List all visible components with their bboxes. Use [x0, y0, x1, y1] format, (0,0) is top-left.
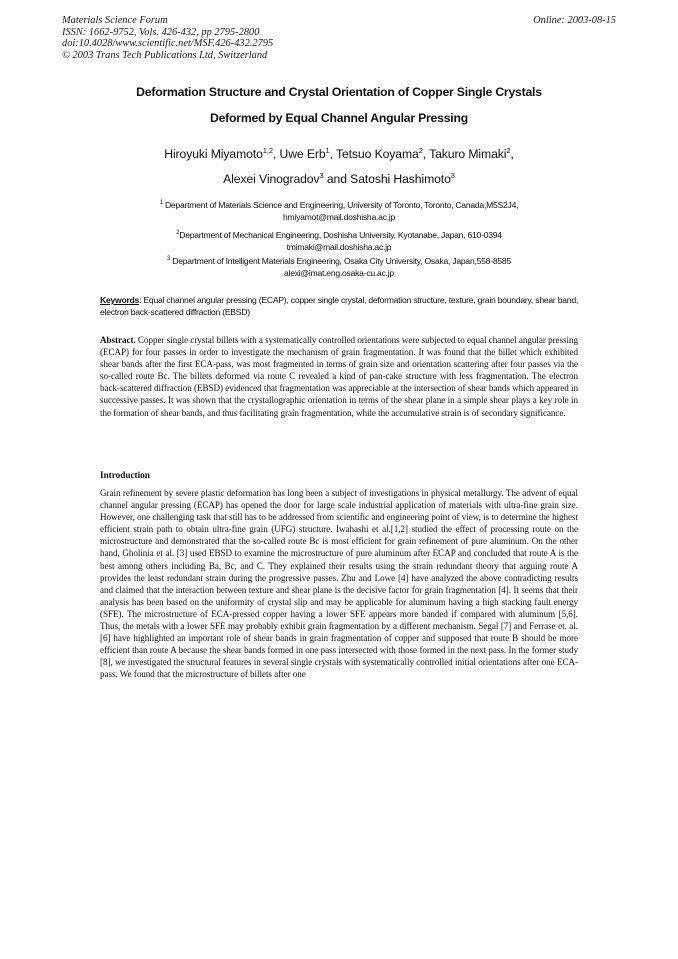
author-affil-mark: 1 — [325, 146, 330, 155]
author-affil-mark: 2 — [418, 146, 423, 155]
author-affil-mark: 2 — [506, 146, 511, 155]
author-name: , Tetsuo Koyama — [329, 147, 419, 162]
author-name: Alexei Vinogradov — [223, 172, 320, 187]
author-name: Hiroyuki Miyamoto — [164, 147, 263, 162]
affiliation-email[interactable]: hmiyamot@mail.doshisha.ac.jp — [282, 212, 396, 223]
abstract-label: Abstract. — [100, 335, 136, 345]
affiliation-department: Department of Intelligent Materials Engineering, Osaka City University, Osaka, Japan,558-8585 — [170, 255, 511, 266]
author-affil-mark: 1,2 — [262, 146, 273, 155]
introduction-paragraph: Grain refinement by severe plastic deformation has long been a subject of investigations in physical metallurgy. The advent of equal channel angular pressing (ECAP) has opened the door for large scale industrial application of materials with ultra-fine grain size. However, one challenging task that still has to be addressed from scientific and engineering point of view, is to determine the highest efficient strain path to obtain ultra-fine grain (UFG) structure. Iwahashi et al.[1,2] studied the effect of processing route on the microstructure and demonstrated that the so-called route Bc is most efficient for grain refinement of pure aluminum. On the other hand, Gholinia et al. [3] used EBSD to examine the microstructure of pure aluminum after ECAP and concluded that route A is the best among others including Ba, Bc, and C. They explained their results using the strain redundant theory that arguing route A provides the least redundant strain during the progressive passes. Zhu and Lowe [4] have analyzed the above contradicting results and claimed that the interaction between texture and shear plane is the decisive factor for grain fragmentation [4]. It seems that their analysis has been based on the uniformity of crystal slip and may be applicable for aluminum having a high stacking fault energy (SFE). The microstructure of ECA-pressed copper having a lower SFE appears more banded if compared with aluminum [5,6]. Thus, the metals with a lower SFE may probably exhibit grain fragmentation by a different mechanism. Segal [7] and Ferrase et. al.[6] have highlighted an important role of shear bands in grain fragmentation of copper and supposed that route B should be more efficient than route A because the shear bands formed in one pass intersected with those formed in the next pass. In the former study [8], we investigated the structural features in several single crystals with systematically controlled initial orientations after one ECA-pass. We found that the microstructure of billets after one — [100, 488, 578, 680]
affiliation-email[interactable]: tmimaki@mail.doshisha.ac.jp — [286, 242, 392, 253]
affiliation-department: Department of Materials Science and Engineering, University of Toronto, Toronto, Canada,M5S2J4, — [162, 199, 519, 210]
issn-line: ISSN: 1662-9752, Vols. 426-432, pp 2795-2800 — [62, 26, 260, 38]
author-name: , Uwe Erb — [272, 147, 326, 162]
affiliation-mark: 3 — [167, 256, 171, 262]
affiliation-3 — [90, 253, 588, 279]
author-line-2 — [90, 171, 588, 186]
affiliation-2 — [90, 227, 588, 253]
author-affil-mark: 3 — [319, 171, 324, 180]
affiliation-mark: 2 — [176, 230, 180, 236]
paper-title-line-2: Deformed by Equal Channel Angular Pressing — [210, 111, 468, 125]
doi-line: doi:10.4028/www.scientific.net/MSF.426-432.2795 — [62, 38, 274, 50]
keywords-text: : Equal channel angular pressing (ECAP), copper single crystal, deformation structure, texture, grain boundary, shear band, electron back-scattered diffraction (EBSD) — [100, 295, 578, 318]
running-header — [62, 15, 622, 61]
affiliation-mark: 1 — [159, 200, 163, 206]
author-affil-mark: 3 — [450, 171, 455, 180]
copyright-line: © 2003 Trans Tech Publications Ltd, Switzerland — [62, 49, 268, 61]
paper-title-line-1: Deformation Structure and Crystal Orientation of Copper Single Crystals — [136, 85, 542, 99]
author-name: and Satoshi Hashimoto — [323, 172, 451, 187]
affiliation-email[interactable]: alexi@imat.eng.osaka-cu.ac.jp — [284, 268, 394, 279]
journal-name: Materials Science Forum — [62, 15, 168, 26]
author-name: , Takuro Mimaki — [422, 147, 507, 162]
affiliation-1 — [90, 197, 588, 223]
keywords-block — [100, 294, 578, 318]
keywords-label: Keywords — [100, 295, 140, 305]
author-line-1 — [90, 146, 588, 161]
affiliation-department: Department of Mechanical Engineering, Doshisha University, Kyotanabe, Japan, 610-0394 — [179, 229, 502, 240]
section-heading-introduction: Introduction — [100, 470, 150, 480]
author-separator: , — [510, 147, 514, 162]
online-date: Online: 2003-08-15 — [533, 15, 616, 26]
abstract-paragraph — [100, 334, 578, 419]
abstract-text: Copper single crystal billets with a systematically controlled orientations were subjected to equal channel angular pressing (ECAP) for four passes in order to investigate the mechanism of grain fragmentation. It was found that the billet which exhibited shear bands after the first ECA-pass, was most fragmented in terms of grain size and orientation scattering after four passes via the so-called route Bc. The billets deformed via route C revealed a kind of pan-cake structure with less fragmentation. The electron back-scattered diffraction (EBSD) evidenced that fragmentation was appreciable at the intersection of shear bands which appeared in successive passes. It was shown that the crystallographic orientation in terms of the shear plane in a simple shear plays a key role in the formation of shear bands, and thus facilitating grain fragmentation, while the accumulative strain is of secondary significance. — [100, 335, 578, 418]
